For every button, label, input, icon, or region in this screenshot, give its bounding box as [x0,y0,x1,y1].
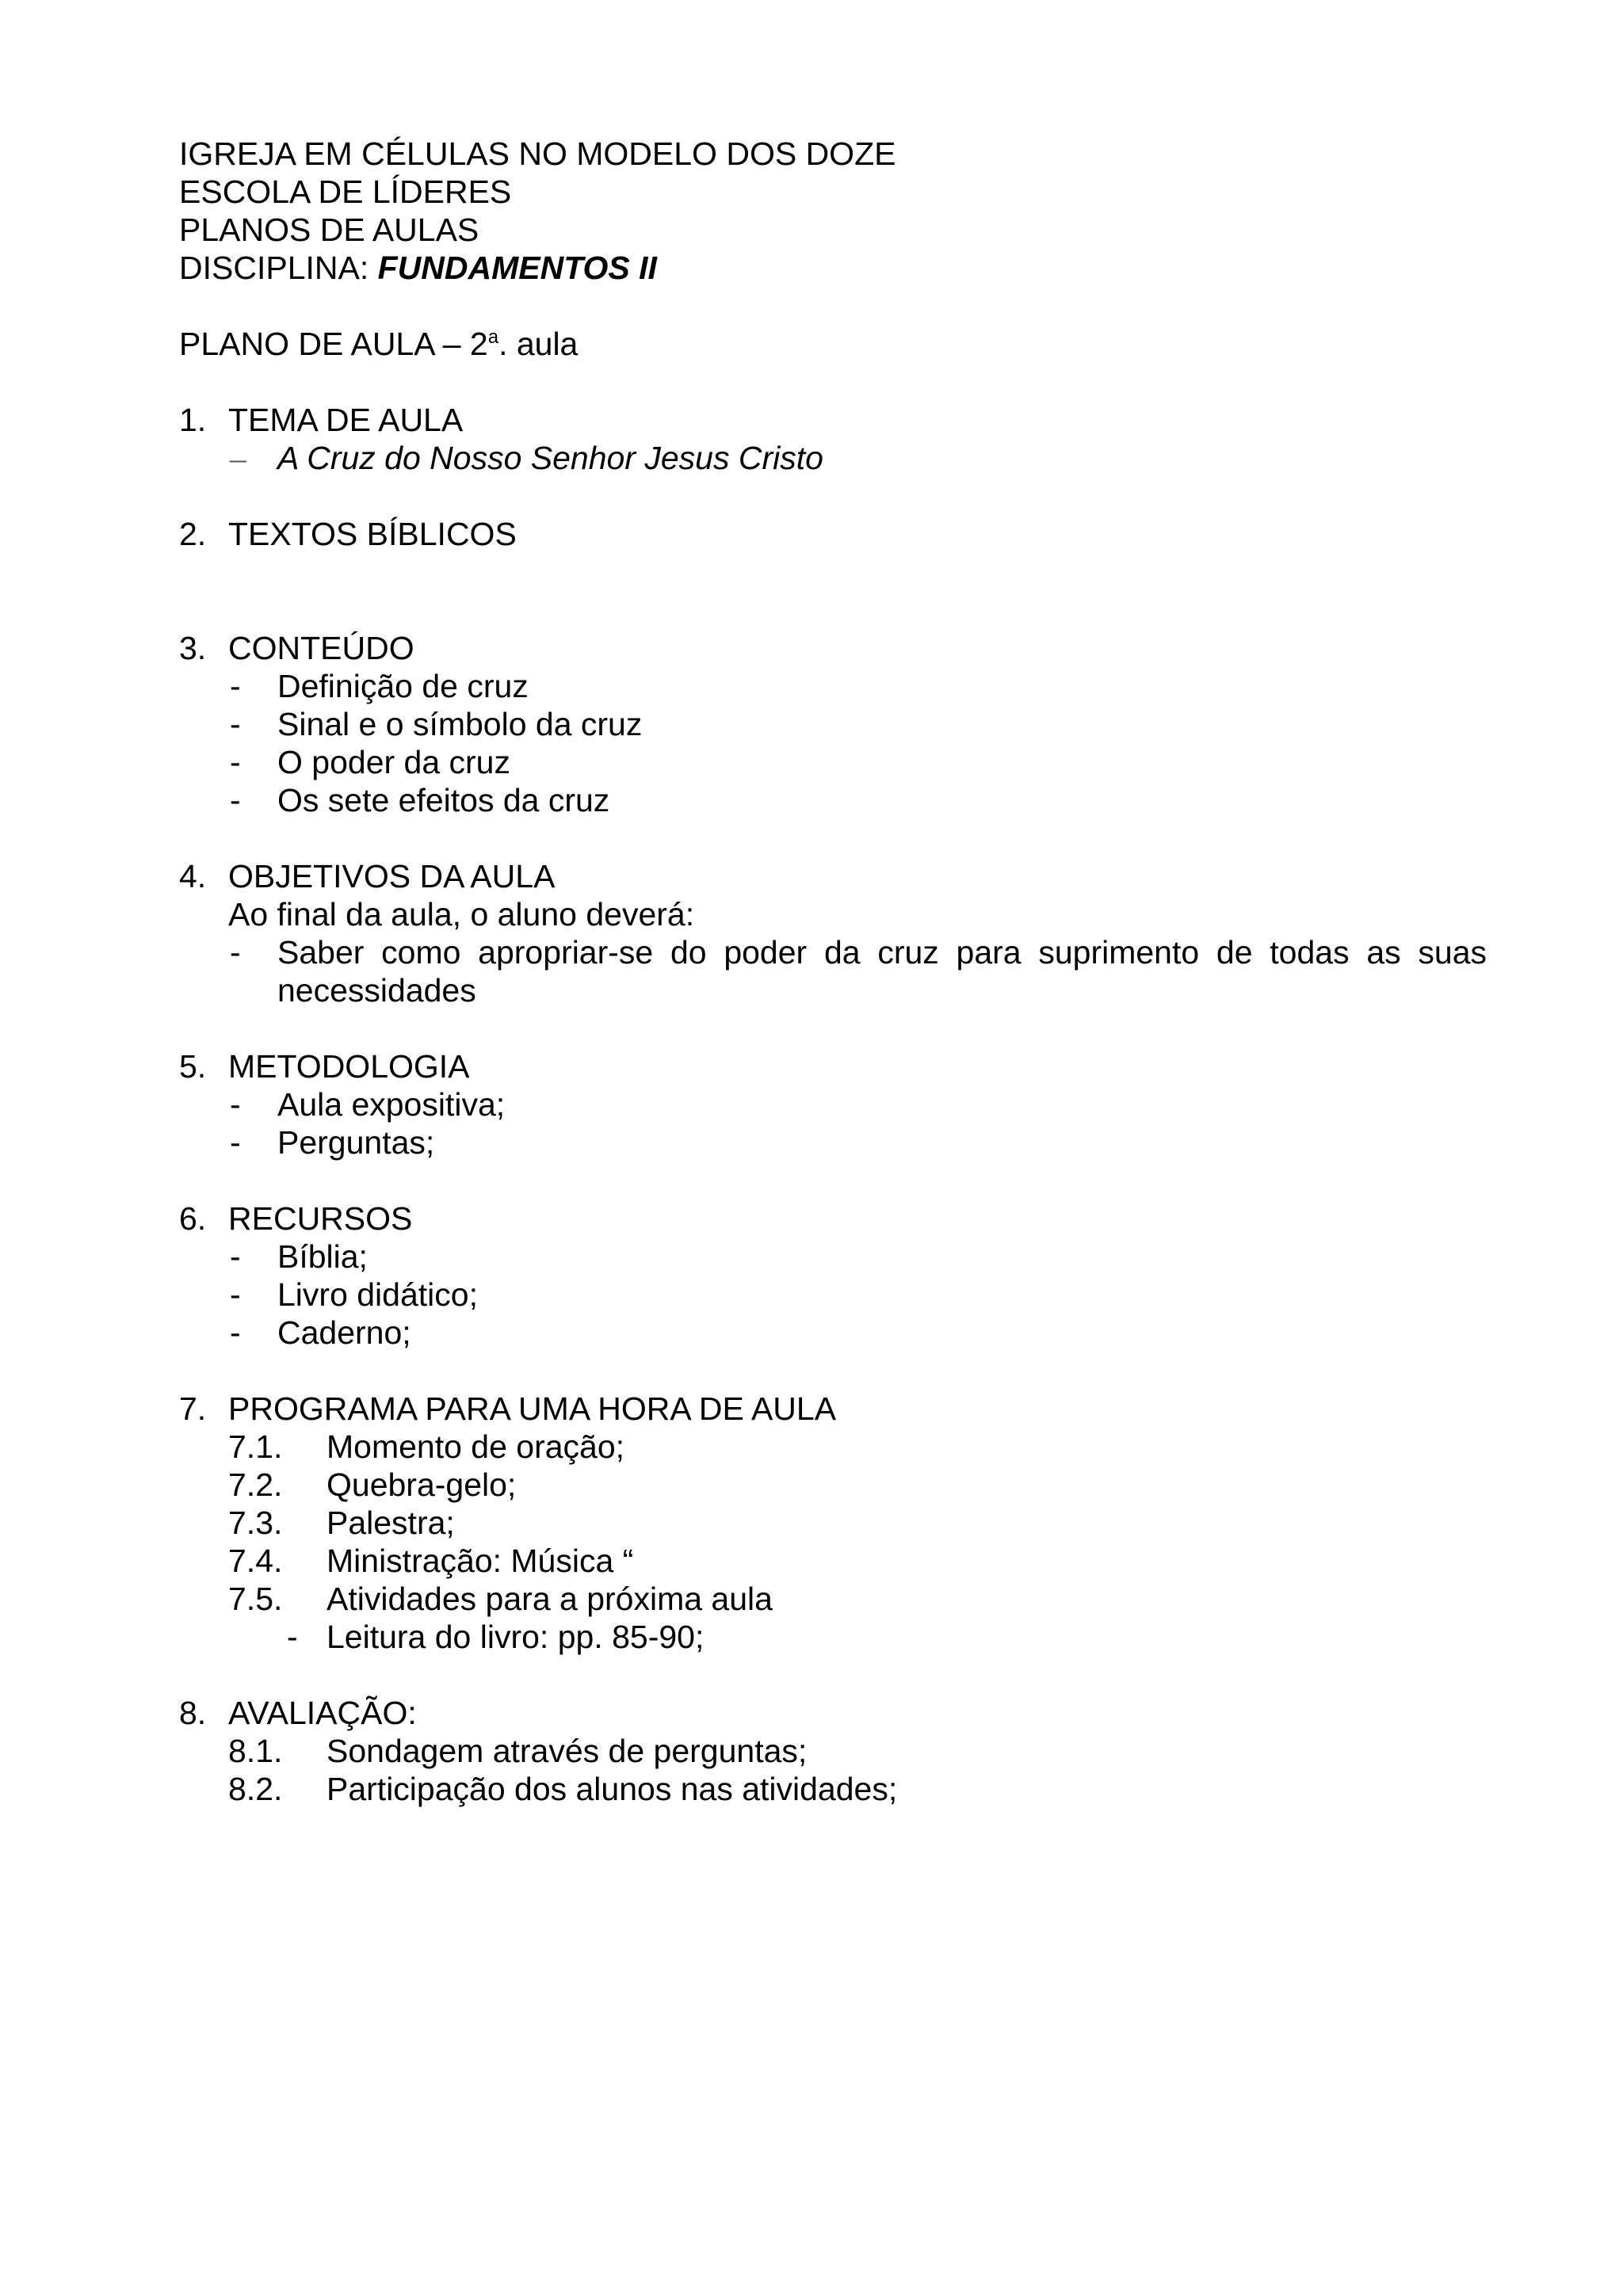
list-item [228,1314,1487,1352]
plan-prefix: PLANO DE AULA – 2 [179,326,488,362]
program-item-text: Ministração: Música “ [327,1543,634,1579]
evaluation-item-number: 8.1. [228,1733,283,1769]
bullet: - [230,1124,241,1161]
bullet: - [230,706,241,742]
bullet: - [230,1276,241,1313]
evaluation-item-number: 8.2. [228,1771,283,1807]
section-number: 8. [179,1695,207,1731]
section-metodologia [179,1047,1487,1161]
bullet: - [230,1314,241,1351]
document-header [179,135,896,287]
section-title: OBJETIVOS DA AULA [228,858,556,894]
section-number: 1. [179,402,207,438]
section-heading [179,857,1487,895]
list-item [228,781,1487,819]
section-heading [179,1390,1487,1428]
list-item [228,743,1487,781]
discipline-label: DISCIPLINA: [179,250,378,286]
evaluation-item [228,1770,1487,1808]
bullet: - [230,1238,241,1275]
list-item-text: Aula expositiva; [277,1086,506,1123]
list-item-text: Perguntas; [277,1124,435,1161]
bullet: - [230,934,241,971]
section-title: CONTEÚDO [228,630,414,666]
bullet: - [230,782,241,818]
list-item [228,1238,1487,1276]
list-item-text: Bíblia; [277,1238,368,1275]
list-item [228,933,1487,1009]
program-subitem-text: Leitura do livro: pp. 85-90; [327,1619,705,1655]
list-item [228,1085,1487,1123]
section-number: 7. [179,1390,207,1427]
evaluation-item [228,1732,1487,1770]
list-item-text: Livro didático; [277,1276,478,1313]
header-line-plans: PLANOS DE AULAS [179,212,479,248]
section-heading [179,1199,1487,1238]
evaluation-item-text: Sondagem através de perguntas; [327,1733,808,1769]
bullet: - [230,744,241,780]
plan-superscript: a [487,326,499,348]
plan-title [179,325,578,363]
program-item-text: Palestra; [327,1505,455,1541]
section-heading [179,1694,1487,1732]
list-item-text: O poder da cruz [277,744,510,780]
program-subitem [277,1618,1487,1656]
list-item-text: Os sete efeitos da cruz [277,782,610,818]
section-avaliacao [179,1694,1487,1808]
discipline-value: FUNDAMENTOS II [377,250,657,286]
section-number: 5. [179,1048,207,1085]
lesson-theme: A Cruz do Nosso Senhor Jesus Cristo [277,440,823,476]
section-heading [179,1047,1487,1085]
header-line-church: IGREJA EM CÉLULAS NO MODELO DOS DOZE [179,135,896,172]
program-item [228,1466,1487,1504]
list-item-text: Caderno; [277,1314,411,1351]
program-item-text: Quebra-gelo; [327,1466,517,1503]
program-item-number: 7.4. [228,1543,283,1579]
section-title: TEMA DE AULA [228,402,464,438]
section-title: TEXTOS BÍBLICOS [228,516,517,552]
program-item [228,1542,1487,1580]
section-number: 4. [179,858,207,894]
program-item-text: Momento de oração; [327,1428,625,1465]
list-item [228,705,1487,743]
objectives-intro: Ao final da aula, o aluno deverá: [228,896,695,933]
dash-bullet: – [230,440,246,476]
program-item-text: Atividades para a próxima aula [327,1581,773,1617]
section-number: 6. [179,1200,207,1237]
section-conteudo [179,629,1487,819]
section-number: 3. [179,630,207,666]
list-item-text: Sinal e o símbolo da cruz [277,706,643,742]
program-item [228,1428,1487,1466]
plan-suffix: . aula [498,326,579,362]
section-programa [179,1390,1487,1656]
section-title: PROGRAMA PARA UMA HORA DE AULA [228,1390,837,1427]
section-title: METODOLOGIA [228,1048,470,1085]
section-number: 2. [179,516,207,552]
program-item [228,1580,1487,1618]
section-tema [179,401,1487,477]
list-item-text: Saber como apropriar-se do poder da cruz para suprimento de todas as suas necessidades [277,934,1487,1009]
bullet: - [287,1619,298,1655]
section-title: RECURSOS [228,1200,413,1237]
program-item-number: 7.2. [228,1466,283,1503]
section-recursos [179,1199,1487,1352]
program-item-number: 7.1. [228,1428,283,1465]
header-line-school: ESCOLA DE LÍDERES [179,174,512,210]
section-objetivos [179,857,1487,1009]
section-heading [179,515,1487,553]
evaluation-item-text: Participação dos alunos nas atividades; [327,1771,898,1807]
program-item-number: 7.5. [228,1581,283,1617]
bullet: - [230,1086,241,1123]
program-item [228,1504,1487,1542]
section-title: AVALIAÇÃO: [228,1695,417,1731]
program-item-number: 7.3. [228,1505,283,1541]
list-item [228,1123,1487,1161]
list-item [228,439,1487,477]
list-item [228,1276,1487,1314]
section-textos [179,515,1487,553]
list-item [228,667,1487,705]
section-heading [179,629,1487,667]
header-line-discipline [179,249,896,287]
section-heading [179,401,1487,439]
list-item-text: Definição de cruz [277,668,529,704]
bullet: - [230,668,241,704]
